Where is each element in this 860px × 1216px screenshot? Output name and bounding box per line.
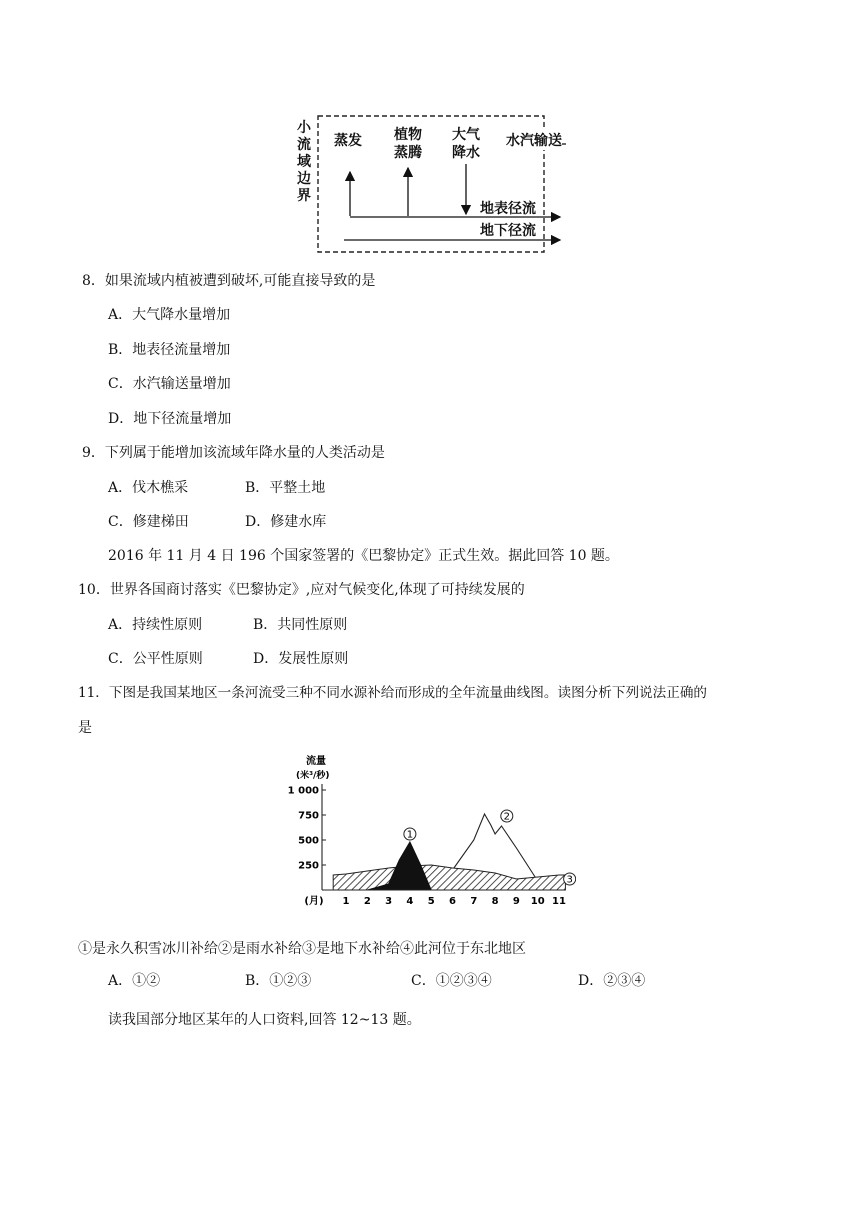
chart-y-tick-label: 750 (298, 810, 319, 822)
boundary-label (294, 120, 314, 205)
boundary-label-char: 界 (297, 188, 311, 204)
precipitation-label-1: 大气 (452, 127, 480, 143)
q8-option-c[interactable]: C．水汽输送量增加 (108, 376, 231, 392)
series-3-label: 3 (566, 874, 573, 886)
chart-x-tick-label: 6 (449, 896, 456, 907)
q8-option-a[interactable]: A．大气降水量增加 (108, 307, 231, 323)
chart-x-axis-label: (月) (304, 896, 324, 907)
q11-option-d[interactable]: D．②③④ (578, 973, 646, 989)
boundary-label-char: 边 (297, 171, 311, 187)
chart-y-tick-label: 1 000 (287, 785, 319, 797)
boundary-label-char: 流 (297, 137, 311, 153)
chart-y-tick-label: 250 (298, 860, 319, 872)
q11-option-c[interactable]: C．①②③④ (411, 973, 492, 989)
chart-x-tick-label: 7 (470, 896, 478, 907)
precipitation-label-2: 降水 (452, 145, 480, 161)
chart-ylabel-1: 流量 (306, 756, 326, 767)
boundary-label-char: 域 (297, 154, 311, 170)
q10-option-a[interactable]: A．持续性原则 (108, 617, 203, 633)
chart-y-tick-label: 500 (298, 835, 319, 847)
q9-option-d[interactable]: D．修建水库 (245, 514, 327, 530)
q10-option-c[interactable]: C．公平性原则 (108, 651, 203, 667)
q11-stem-line2: 是 (78, 720, 92, 736)
boundary-label-char: 小 (297, 120, 311, 136)
surface-runoff-label: 地表径流 (480, 201, 536, 217)
chart-x-tick-label: 3 (385, 896, 393, 907)
q8-option-d[interactable]: D．地下径流量增加 (108, 411, 232, 427)
q10-intro: 2016 年 11 月 4 日 196 个国家签署的《巴黎协定》正式生效。据此回答 10 题。 (108, 548, 619, 564)
q10-stem: 10．世界各国商讨落实《巴黎协定》,应对气候变化,体现了可持续发展的 (78, 582, 525, 598)
chart-x-tick-label: 10 (530, 896, 545, 907)
groundwater-runoff-label: 地下径流 (480, 223, 536, 239)
chart-x-tick-label: 2 (363, 896, 371, 907)
chart-x-tick-label: 8 (491, 896, 499, 907)
transpiration-label-2: 蒸腾 (394, 145, 422, 161)
q8-stem: 8．如果流域内植被遭到破坏,可能直接导致的是 (82, 273, 376, 289)
q9-option-c[interactable]: C．修建梯田 (108, 514, 189, 530)
q11-stem-line1: 11．下图是我国某地区一条河流受三种不同水源补给而形成的全年流量曲线图。读图分析下列说法正确的 (78, 685, 708, 701)
q12-intro: 读我国部分地区某年的人口资料,回答 12~13 题。 (108, 1012, 421, 1028)
vapor-transport-label: 水汽输送 (506, 130, 562, 150)
q11-option-a[interactable]: A．①② (108, 973, 161, 989)
transpiration-label-1: 植物 (394, 127, 422, 143)
river-flow-chart-svg (284, 752, 576, 922)
chart-x-tick-label: 4 (406, 896, 414, 907)
q9-stem: 9．下列属于能增加该流域年降水量的人类活动是 (82, 445, 385, 461)
series-3-groundwater-area (333, 865, 565, 890)
q8-option-b[interactable]: B．地表径流量增加 (108, 342, 231, 358)
chart-x-tick-label: 1 (342, 896, 350, 907)
q10-option-d[interactable]: D．发展性原则 (253, 651, 349, 667)
chart-x-tick-label: 9 (512, 896, 520, 907)
evaporation-label: 蒸发 (334, 133, 362, 149)
series-2-label: 2 (503, 811, 511, 823)
q10-option-b[interactable]: B．共同性原则 (253, 617, 348, 633)
watershed-diagram (294, 104, 576, 258)
chart-x-tick-label: 5 (427, 896, 435, 907)
chart-x-tick-label: 11 (552, 896, 566, 907)
q11-statements: ①是永久积雪冰川补给②是雨水补给③是地下水补给④此河位于东北地区 (78, 941, 526, 957)
q11-option-b[interactable]: B．①②③ (245, 973, 312, 989)
chart-ylabel-2: (米³/秒) (296, 771, 330, 781)
series-1-label: 1 (406, 829, 414, 841)
q9-option-b[interactable]: B．平整土地 (245, 480, 326, 496)
q9-option-a[interactable]: A．伐木樵采 (108, 480, 189, 496)
river-flow-chart (284, 752, 576, 922)
